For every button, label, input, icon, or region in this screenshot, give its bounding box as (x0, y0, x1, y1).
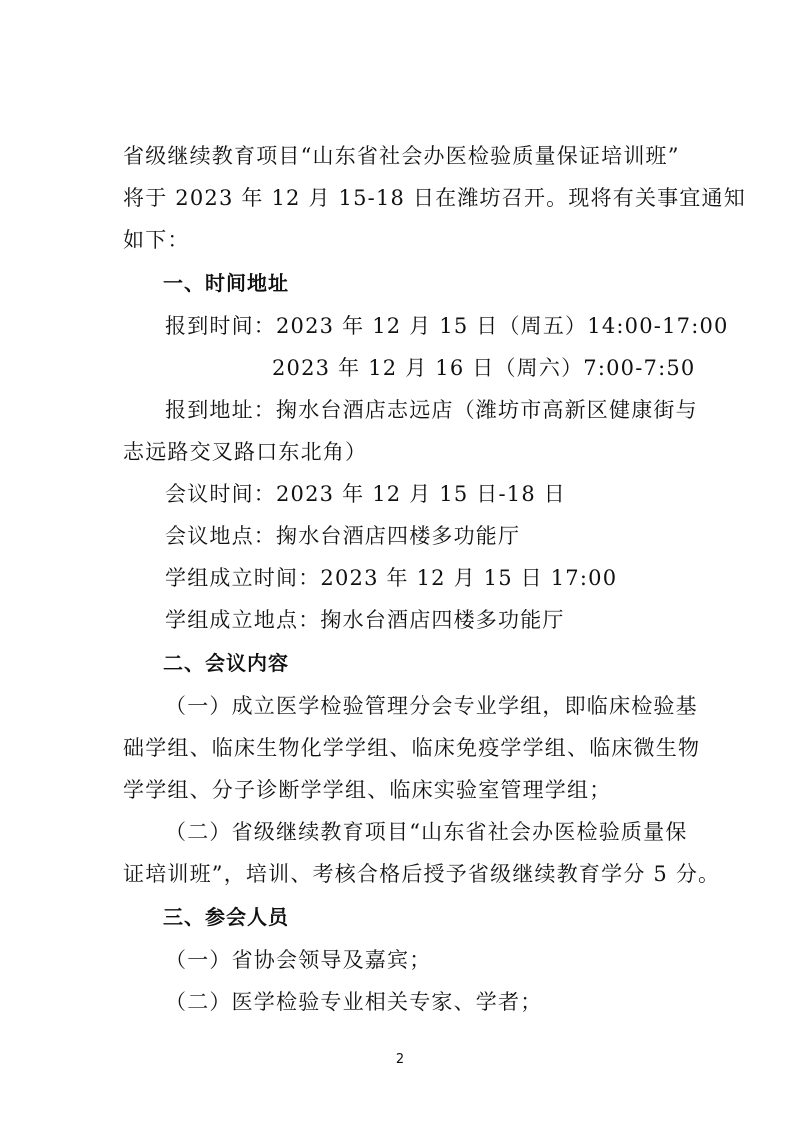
group-founding-time-line: 学组成立时间：2023 年 12 月 15 日 17:00 (165, 566, 618, 590)
meeting-time-line: 会议时间：2023 年 12 月 15 日-18 日 (165, 482, 566, 506)
intro-line-1: 省级继续教育项目“山东省社会办医检验质量保证培训班” (123, 144, 680, 168)
group-founding-place-line: 学组成立地点：掬水台酒店四楼多功能厅 (165, 608, 565, 632)
attendees-item-2: （二）医学检验专业相关专家、学者； (165, 990, 543, 1014)
page-number: 2 (395, 1052, 405, 1067)
checkin-address-line: 报到地址：掬水台酒店志远店（潍坊市高新区健康街与 (165, 398, 698, 422)
content-item-1-line-3: 学学组、分子诊断学学组、临床实验室管理学组； (123, 778, 612, 802)
content-item-2-line-1: （二）省级继续教育项目“山东省社会办医检验质量保 (165, 820, 688, 844)
attendees-item-1: （一）省协会领导及嘉宾； (165, 948, 432, 972)
section-heading-meeting-content: 二、会议内容 (163, 651, 289, 675)
intro-line-3: 如下： (123, 228, 190, 252)
intro-line-2: 将于 2023 年 12 月 15-18 日在潍坊召开。现将有关事宜通知 (123, 186, 746, 210)
checkin-address-line-2: 志远路交叉路口东北角） (123, 440, 368, 464)
meeting-place-line: 会议地点：掬水台酒店四楼多功能厅 (165, 524, 521, 548)
content-item-1-line-1: （一）成立医学检验管理分会专业学组，即临床检验基 (165, 694, 698, 718)
section-heading-attendees: 三、参会人员 (163, 905, 289, 929)
content-item-1-line-2: 础学组、临床生物化学学组、临床免疫学学组、临床微生物 (123, 736, 701, 760)
section-heading-time-address: 一、时间地址 (163, 271, 289, 295)
checkin-time-line-2: 2023 年 12 月 16 日（周六）7:00-7:50 (272, 356, 696, 380)
checkin-time-line: 报到时间：2023 年 12 月 15 日（周五）14:00-17:00 (165, 314, 729, 338)
content-item-2-line-2: 证培训班”，培训、考核合格后授予省级继续教育学分 5 分。 (123, 862, 721, 886)
